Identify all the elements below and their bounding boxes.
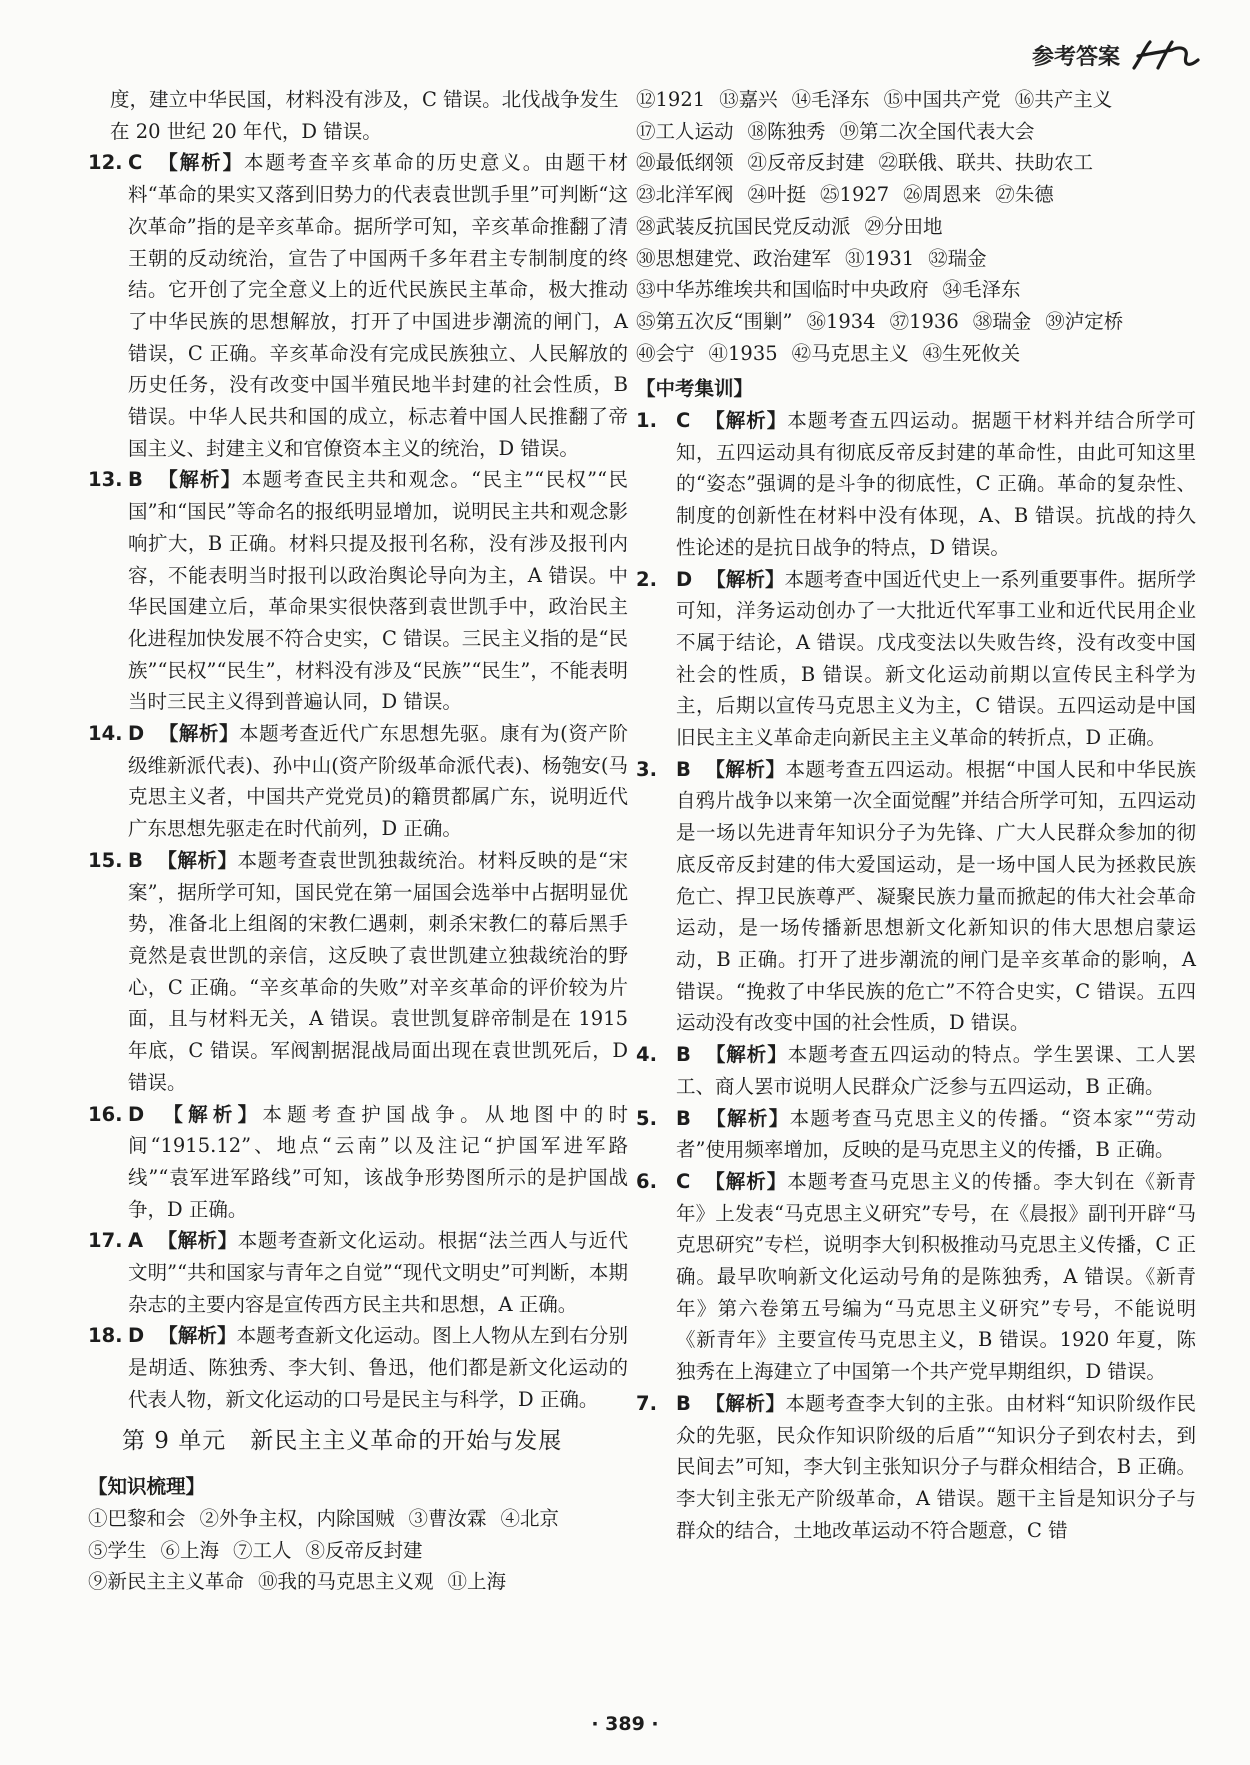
answer-number: 15. [88, 848, 123, 872]
right-answer-list [636, 405, 1196, 1546]
knowledge-entry: ⑥上海 [160, 1538, 220, 1562]
knowledge-entry: ③曹汝霖 [408, 1506, 487, 1530]
knowledge-entry: ㉕1927 [820, 183, 890, 207]
answer-choice: D [676, 567, 693, 591]
knowledge-line [636, 338, 1196, 370]
knowledge-entry: ㉗朱德 [995, 183, 1054, 207]
knowledge-line [88, 1566, 628, 1598]
answer-item [88, 464, 628, 718]
analysis-text: 本题考查护国战争。从地图中的时间“1915.12”、地点“云南”以及注记“护国军进军路线”“袁军进军路线”可知，该战争形势图所示的是护国战争，D 正确。 [128, 1102, 628, 1221]
analysis-text: 本题考查袁世凯独裁统治。材料反映的是“宋案”，据所学可知，国民党在第一届国会选举中占据明显优势，准备北上组阁的宋教仁遇刺，刺杀宋教仁的幕后黑手竟然是袁世凯的亲信，这反映了袁世凯建立独裁统治的野心，C 正确。“辛亥革命的失败”对辛亥革命的评价较为片面，且与材料无关，A 错误。袁世凯复辟帝制是在 1915 年底，C 错误。军阀割据混战局面出现在袁世凯死后，D 错误。 [128, 848, 628, 1094]
answer-body [676, 1166, 1196, 1388]
answer-choice: D [128, 1102, 145, 1126]
knowledge-entry: ⑯共产主义 [1014, 88, 1113, 111]
analysis-text: 本题考查辛亥革命的历史意义。由题干材料“革命的果实又落到旧势力的代表袁世凯手里”可判断“这次革命”指的是辛亥革命。据所学可知，辛亥革命推翻了清王朝的反动统治，宣告了中国两千多年君主专制制度的终结。它开创了完全意义上的近代民族民主革命，极大推动了中华民族的思想解放，打开了中国进步潮流的闸门，A 错误，C 正确。辛亥革命没有完成民族独立、人民解放的历史任务，没有改变中国半殖民地半封建的社会性质，B 错误。中华人民共和国的成立，标志着中国人民推翻了帝国主义、封建主义和官僚资本主义的统治，D 错误。 [128, 151, 628, 460]
answer-body [128, 845, 628, 1099]
answer-item [88, 1320, 628, 1415]
answer-choice: C [676, 1169, 691, 1193]
knowledge-entry: ㊴泸定桥 [1045, 309, 1124, 333]
intro-paragraph: 度，建立中华民国，材料没有涉及，C 错误。北伐战争发生在 20 世纪 20 年代，D 错误。 [110, 88, 619, 143]
analysis-text: 本题考查新文化运动。图上人物从左到右分别是胡适、陈独秀、李大钊、鲁迅，他们都是新文化运动的代表人物，新文化运动的口号是民主与科学，D 正确。 [128, 1324, 628, 1411]
knowledge-entry: ㊷马克思主义 [791, 341, 909, 365]
analysis-tag: 【解析】 [156, 151, 245, 175]
answer-item [636, 1166, 1196, 1388]
answer-choice: B [128, 848, 143, 872]
page-number: · 389 · [591, 1713, 659, 1735]
answer-body [128, 1099, 628, 1226]
answer-number: 17. [88, 1229, 123, 1253]
knowledge-entry: ㊸生死攸关 [922, 341, 1021, 365]
knowledge-entry: ⑰工人运动 [636, 119, 734, 143]
knowledge-entry: ⑦工人 [233, 1538, 292, 1562]
analysis-text: 本题考查马克思主义的传播。“资本家”“劳动者”使用频率增加，反映的是马克思主义的传播，B 正确。 [676, 1106, 1196, 1162]
analysis-text: 本题考查五四运动。据题干材料并结合所学可知，五四运动具有彻底反帝反封建的革命性，由此可知这里的“姿态”强调的是斗争的彻底性，C 正确。革命的复杂性、制度的创新性在材料中没有体现，A、B 错误。抗战的持久性论述的是抗日战争的特点，D 错误。 [676, 409, 1196, 559]
knowledge-entry: ㊶1935 [708, 341, 778, 365]
knowledge-line [636, 116, 1196, 148]
knowledge-list-continued [636, 84, 1196, 369]
answer-body [676, 1039, 1196, 1102]
knowledge-entry: ②外争主权，内除国贼 [199, 1506, 395, 1530]
knowledge-entry: ㉞毛泽东 [942, 278, 1021, 302]
analysis-text: 本题考查近代广东思想先驱。康有为(资产阶级维新派代表)、孙中山(资产阶级革命派代表)、杨匏安(马克思主义者，中国共产党党员)的籍贯都属广东，说明近代广东思想先驱走在时代前列，D 正确。 [128, 722, 628, 841]
left-answer-list [88, 147, 628, 1415]
answer-number: 7. [636, 1391, 657, 1415]
knowledge-entry: ㉛1931 [845, 246, 915, 270]
answer-number: 13. [88, 468, 123, 492]
answer-body [128, 464, 628, 718]
left-column [88, 84, 628, 1598]
answer-body [676, 1388, 1196, 1547]
knowledge-entry: ㉒联俄、联共、扶助农工 [878, 151, 1094, 175]
knowledge-list [88, 1503, 628, 1598]
answer-choice: B [128, 468, 143, 492]
answer-number: 4. [636, 1043, 657, 1067]
answer-item [88, 1099, 628, 1226]
analysis-tag: 【解析】 [158, 1324, 237, 1348]
knowledge-entry: ⑪上海 [447, 1570, 507, 1594]
knowledge-line [636, 306, 1196, 338]
answer-choice: B [676, 757, 691, 781]
page-header [1032, 38, 1202, 72]
brand-logo-icon [1128, 38, 1202, 72]
knowledge-entry: ⑤学生 [88, 1538, 147, 1562]
answer-choice: A [128, 1229, 144, 1253]
knowledge-line [636, 84, 1196, 116]
answer-item [636, 1388, 1196, 1547]
knowledge-line [636, 147, 1196, 179]
answer-choice: B [676, 1043, 691, 1067]
analysis-tag: 【解析】 [706, 567, 785, 591]
knowledge-entry: ⑬嘉兴 [719, 88, 778, 111]
answer-number: 16. [88, 1102, 123, 1126]
analysis-tag: 【解析】 [704, 409, 788, 433]
knowledge-entry: ㉚思想建党、政治建军 [636, 246, 832, 270]
answer-item [88, 1225, 628, 1320]
analysis-tag: 【解析】 [704, 1391, 786, 1415]
answer-number: 2. [636, 567, 657, 591]
answer-body [676, 754, 1196, 1039]
answer-number: 14. [88, 722, 123, 746]
knowledge-entry: ㉝中华苏维埃共和国临时中央政府 [636, 278, 929, 302]
knowledge-line [636, 243, 1196, 275]
analysis-text: 本题考查马克思主义的传播。李大钊在《新青年》上发表“马克思主义研究”专号，在《晨报》副刊开辟“马克思研究”专栏，说明李大钊积极推动马克思主义传播，C 正确。最早吹响新文化运动号角的是陈独秀，A 错误。《新青年》第六卷第五号编为“马克思主义研究”专号，不能说明《新青年》主要宣传马克思主义，B 错误。1920 年夏，陈独秀在上海建立了中国第一个共产党早期组织，D 错误。 [676, 1169, 1196, 1384]
knowledge-entry: ㉓北洋军阀 [636, 183, 734, 207]
knowledge-entry: ⑳最低纲领 [636, 151, 734, 175]
analysis-tag: 【解析】 [156, 468, 242, 492]
analysis-tag: 【解析】 [158, 1102, 263, 1126]
knowledge-entry: ④北京 [500, 1506, 560, 1530]
knowledge-line [636, 179, 1196, 211]
answer-body [676, 564, 1196, 754]
answer-choice: B [676, 1106, 691, 1130]
answer-item [636, 1039, 1196, 1102]
knowledge-entry: ㊲1936 [889, 309, 959, 333]
knowledge-entry: ㊳瑞金 [972, 309, 1032, 333]
analysis-text: 本题考查五四运动的特点。学生罢课、工人罢工、商人罢市说明人民群众广泛参与五四运动，B 正确。 [676, 1043, 1196, 1098]
analysis-tag: 【解析】 [704, 757, 786, 781]
answer-body [676, 405, 1196, 564]
answer-choice: D [128, 1324, 145, 1348]
answer-number: 5. [636, 1106, 657, 1130]
analysis-text: 本题考查李大钊的主张。由材料“知识阶级作民众的先驱，民众作知识阶级的后盾”“知识分子到农村去，到民间去”可知，李大钊主张知识分子与群众相结合，B 正确。李大钊主张无产阶级革命，A 错误。题干主旨是知识分子与群众的结合，土地改革运动不符合题意，C 错 [676, 1391, 1196, 1542]
answer-item [88, 718, 628, 845]
knowledge-line [636, 274, 1196, 306]
knowledge-entry: ⑫1921 [636, 88, 706, 111]
answer-choice: C [676, 409, 691, 433]
knowledge-entry: ㊵会宁 [636, 341, 695, 365]
answer-choice: B [676, 1391, 691, 1415]
knowledge-entry: ⑱陈独秀 [747, 119, 826, 143]
analysis-text: 本题考查新文化运动。根据“法兰西人与近代文明”“共和国家与青年之自觉”“现代文明史”可判断，本期杂志的主要内容是宣传西方民主共和思想，A 正确。 [128, 1229, 628, 1316]
knowledge-entry: ㉘武装反抗国民党反动派 [636, 214, 851, 238]
answer-body [128, 1320, 628, 1415]
answer-item [636, 405, 1196, 564]
answer-body [128, 1225, 628, 1320]
analysis-tag: 【解析】 [704, 1106, 790, 1130]
knowledge-entry: ㉑反帝反封建 [747, 151, 865, 175]
knowledge-entry: ⑧反帝反封建 [305, 1538, 423, 1562]
knowledge-entry: ㉟第五次反“围剿” [636, 309, 793, 333]
knowledge-entry: ㉔叶挺 [747, 183, 807, 207]
analysis-tag: 【解析】 [704, 1043, 788, 1067]
answer-number: 3. [636, 757, 657, 781]
analysis-tag: 【解析】 [157, 1229, 238, 1253]
answer-item [636, 564, 1196, 754]
knowledge-entry: ⑭毛泽东 [791, 88, 870, 111]
knowledge-entry: ㉜瑞金 [928, 246, 987, 270]
answer-number: 12. [88, 151, 123, 175]
answer-choice: D [128, 722, 145, 746]
knowledge-entry: ①巴黎和会 [88, 1506, 186, 1530]
answer-item [88, 147, 628, 464]
knowledge-entry: ⑩我的马克思主义观 [258, 1570, 434, 1594]
answer-body [128, 147, 628, 464]
knowledge-line [88, 1535, 628, 1567]
answer-body [128, 718, 628, 845]
answer-item [636, 754, 1196, 1039]
knowledge-line [88, 1503, 628, 1535]
analysis-text: 本题考查中国近代史上一系列重要事件。据所学可知，洋务运动创办了一大批近代军事工业和近代民用企业不属于结论，A 错误。戊戌变法以失败告终，没有改变中国社会的性质，B 错误。新文化运动前期以宣传民主科学为主，后期以宣传马克思主义为主，C 错误。五四运动是中国旧民主主义革命走向新民主主义革命的转折点，D 正确。 [676, 567, 1196, 750]
answer-choice: C [128, 151, 143, 175]
answer-item [88, 845, 628, 1099]
unit-title: 第 9 单元 新民主主义革命的开始与发展 [122, 1427, 563, 1454]
answer-number: 1. [636, 409, 657, 433]
knowledge-section-label: 【知识梳理】 [88, 1475, 206, 1499]
knowledge-entry: ⑲第二次全国代表大会 [839, 119, 1035, 143]
knowledge-entry: ㊱1934 [806, 309, 876, 333]
knowledge-entry: ⑮中国共产党 [883, 88, 1001, 111]
analysis-tag: 【解析】 [158, 722, 240, 746]
analysis-text: 本题考查五四运动。根据“中国人民和中华民族自鸦片战争以来第一次全面觉醒”并结合所学可知，五四运动是一场以先进青年知识分子为先锋、广大人民群众参加的彻底反帝反封建的伟大爱国运动，是一场中国人民为拯救民族危亡、捍卫民族尊严、凝聚民族力量而掀起的伟大社会革命运动，是一场传播新思想新文化新知识的伟大思想启蒙运动，B 正确。打开了进步潮流的闸门是辛亥革命的影响，A 错误。“挽救了中华民族的危亡”不符合史实，C 错误。五四运动没有改变中国的社会性质，D 错误。 [676, 757, 1196, 1035]
knowledge-entry: ⑨新民主主义革命 [88, 1570, 245, 1594]
answer-number: 18. [88, 1324, 123, 1348]
exam-section-label: 【中考集训】 [636, 377, 754, 401]
knowledge-entry: ㉙分田地 [864, 214, 943, 238]
answer-number: 6. [636, 1169, 657, 1193]
knowledge-line [636, 211, 1196, 243]
analysis-tag: 【解析】 [704, 1169, 788, 1193]
header-label: 参考答案 [1031, 44, 1120, 70]
knowledge-entry: ㉖周恩来 [903, 183, 982, 207]
answer-body [676, 1103, 1196, 1166]
analysis-tag: 【解析】 [156, 848, 238, 872]
analysis-text: 本题考查民主共和观念。“民主”“民权”“民国”和“国民”等命名的报纸明显增加，说明民主共和观念影响扩大，B 正确。材料只提及报刊名称，没有涉及报刊内容，不能表明当时报刊以政治舆论导向为主，A 错误。中华民国建立后，革命果实很快落到袁世凯手中，政治民主化进程加快发展不符合史实，C 错误。三民主义指的是“民族”“民权”“民生”，材料没有涉及“民族”“民生”，不能表明当时三民主义得到普遍认同，D 错误。 [128, 468, 628, 714]
answer-item [636, 1103, 1196, 1166]
right-column [636, 84, 1196, 1546]
